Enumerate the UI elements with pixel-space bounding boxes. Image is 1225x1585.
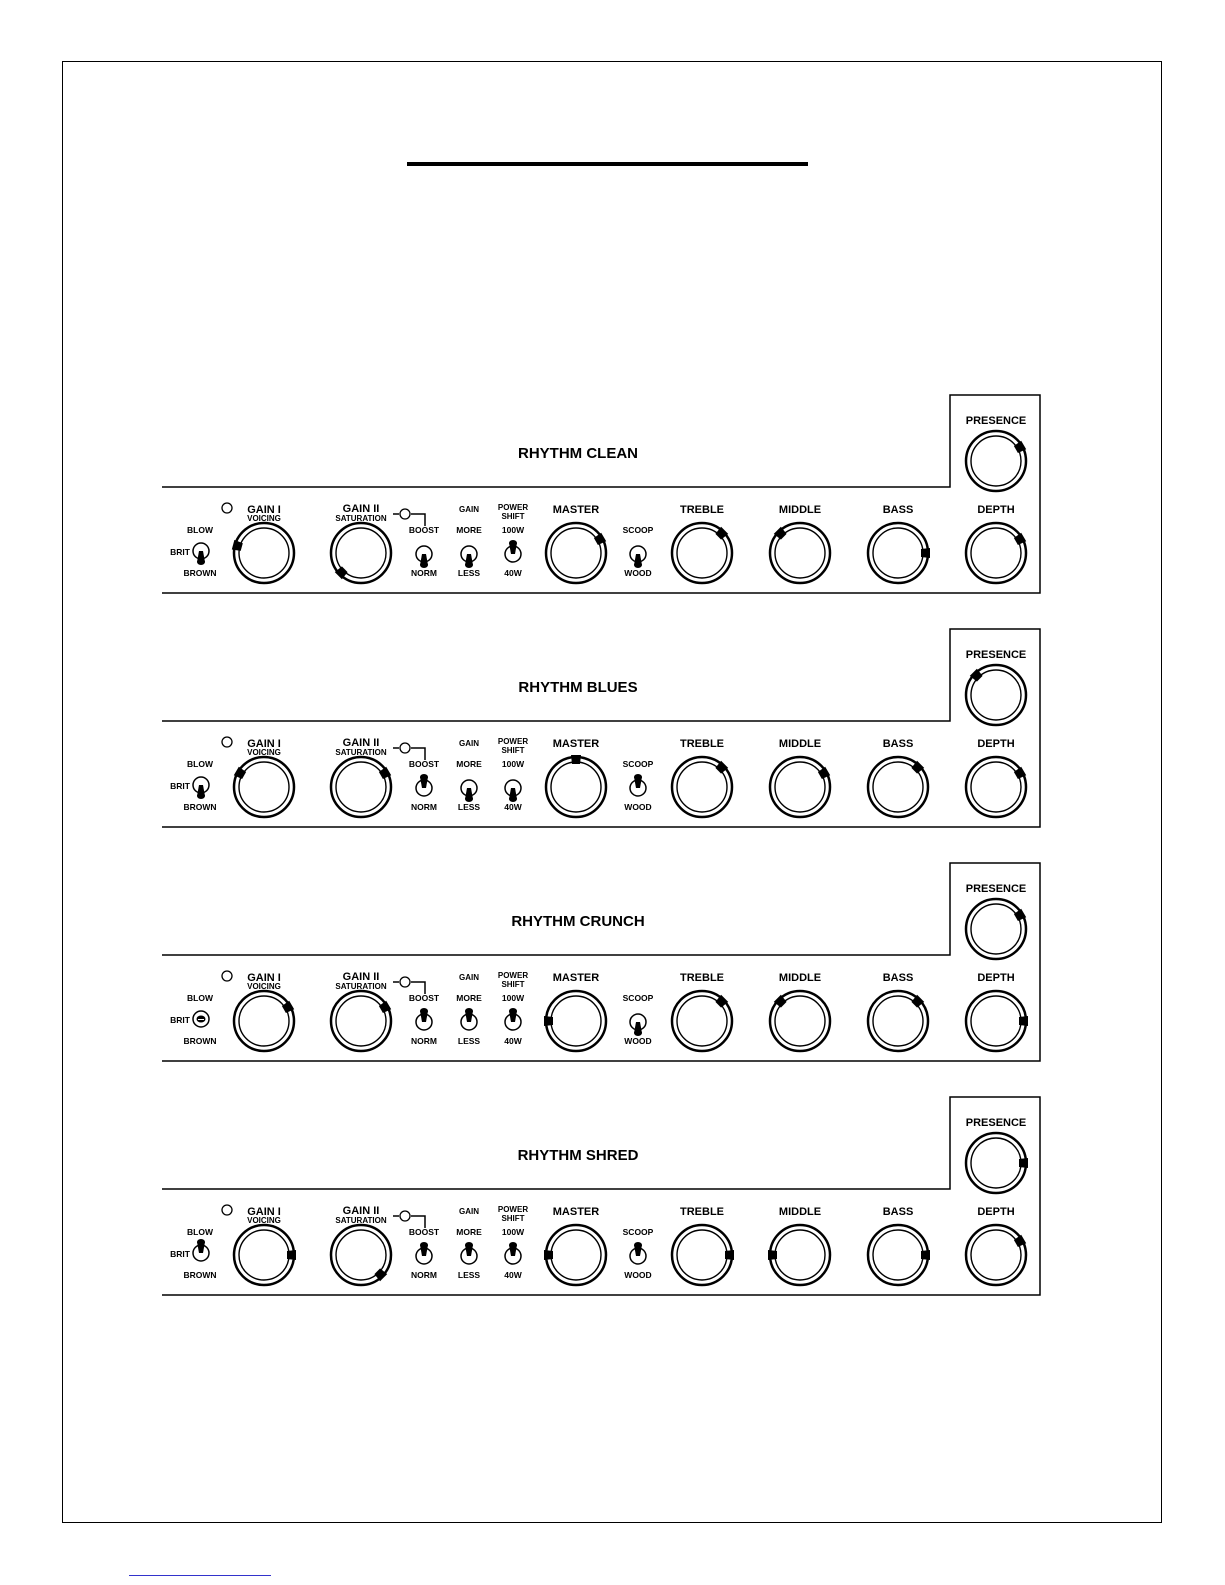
label-power: POWER [497,503,529,512]
label-master: MASTER [552,1206,600,1218]
presence-knob-pointer [1019,1158,1028,1168]
label-depth: DEPTH [977,1206,1015,1218]
label-brown: BROWN [183,802,217,812]
master-knob-ring [546,1225,606,1285]
treble-knob-ring [672,1225,732,1285]
bass-knob[interactable] [868,523,930,583]
label-norm: NORM [411,802,437,812]
label-gain2: GAIN II [342,1205,380,1217]
bass-knob[interactable] [868,1225,930,1285]
gain2-knob[interactable] [331,757,391,817]
scoop-switch[interactable] [630,546,646,568]
label-brit: BRIT [170,547,190,557]
gain2-knob[interactable] [331,991,391,1051]
label-brown: BROWN [183,1036,217,1046]
label-master: MASTER [552,972,600,984]
bass-knob[interactable] [868,757,928,817]
gain1-knob[interactable] [232,523,294,583]
scoop-switch[interactable] [630,774,646,796]
panel-contents [162,1097,1040,1295]
label-less: LESS [457,1270,481,1280]
label-shift: SHIFT [501,746,525,755]
label-power: POWER [497,737,529,746]
label-gain-switch: GAIN [459,505,479,514]
voicing-switch-lever-tip [197,793,205,799]
gain1-knob-ring [234,1225,294,1285]
middle-knob[interactable] [770,523,830,583]
gain1-knob-ring [234,757,294,817]
depth-knob-ring [966,1225,1026,1285]
depth-knob[interactable] [966,523,1026,583]
label-boost: BOOST [408,993,440,1003]
label-scoop: SCOOP [622,1227,654,1237]
label-voicing: VOICING [247,982,281,991]
master-knob-ring [546,523,606,583]
power-switch-lever-tip [509,1242,517,1248]
depth-knob-ring [966,991,1026,1051]
label-depth: DEPTH [977,504,1015,516]
label-gain1: GAIN I [247,738,281,750]
label-blow: BLOW [187,993,213,1003]
led-gain1 [222,737,232,747]
panel-rhythm-blues [160,627,1055,842]
treble-knob[interactable] [672,1225,734,1285]
master-knob-ring [546,991,606,1051]
label-middle: MIDDLE [778,738,822,750]
panel-rhythm-crunch [160,861,1055,1076]
label-brit: BRIT [170,1015,190,1025]
label-bass: BASS [882,738,914,750]
panel-contents [162,863,1040,1061]
presence-knob-ring [966,1133,1026,1193]
scoop-switch-lever-tip [634,562,642,568]
middle-knob-ring [770,757,830,817]
led-gain1 [222,971,232,981]
label-less: LESS [457,1036,481,1046]
master-knob-pointer [544,1250,553,1260]
master-knob[interactable] [544,1225,606,1285]
boost-switch-lever-tip [420,774,428,780]
boost-switch[interactable] [416,1008,432,1030]
label-more: MORE [456,1227,482,1237]
label-power: POWER [497,1205,529,1214]
title-underline [407,162,808,166]
label-shift: SHIFT [501,512,525,521]
voicing-switch-lever-tip [197,1239,205,1245]
panel-contents [162,629,1040,827]
label-bass: BASS [882,1206,914,1218]
middle-knob[interactable] [768,1225,830,1285]
label-voicing: VOICING [247,748,281,757]
led-boost [400,509,410,519]
led-boost [400,1211,410,1221]
panel-contents [162,395,1040,593]
label-40w: 40W [504,1036,522,1046]
gain-switch[interactable] [461,1242,477,1264]
panel-title: RHYTHM CRUNCH [511,913,645,930]
middle-knob[interactable] [770,757,830,817]
label-treble: TREBLE [680,738,724,750]
label-blow: BLOW [187,1227,213,1237]
label-power: POWER [497,971,529,980]
label-boost: BOOST [408,525,440,535]
presence-knob[interactable] [966,431,1026,491]
label-40w: 40W [504,802,522,812]
scoop-switch-lever-tip [634,1242,642,1248]
bass-knob-pointer [921,1250,930,1260]
gain-switch[interactable] [461,780,477,802]
label-gain2: GAIN II [342,503,380,515]
label-gain1: GAIN I [247,504,281,516]
voicing-switch[interactable] [193,777,209,799]
label-presence: PRESENCE [965,883,1027,895]
depth-knob[interactable] [966,757,1026,817]
label-wood: WOOD [624,568,652,578]
gain2-knob[interactable] [331,523,391,583]
label-boost: BOOST [408,1227,440,1237]
middle-knob-ring [770,1225,830,1285]
power-switch[interactable] [505,780,521,802]
depth-knob-ring [966,523,1026,583]
master-knob-pointer [571,755,581,764]
label-more: MORE [456,525,482,535]
bass-knob-ring [868,523,928,583]
label-middle: MIDDLE [778,1206,822,1218]
label-bass: BASS [882,972,914,984]
power-switch-lever-tip [509,1008,517,1014]
gain1-knob-pointer [287,1250,296,1260]
boost-switch[interactable] [416,774,432,796]
label-master: MASTER [552,738,600,750]
label-40w: 40W [504,1270,522,1280]
label-scoop: SCOOP [622,993,654,1003]
voicing-switch[interactable] [193,543,209,565]
label-100w: 100W [501,1227,525,1237]
master-knob-pointer [544,1016,553,1026]
depth-knob[interactable] [966,991,1028,1051]
gain1-knob-ring [234,991,294,1051]
panel-title: RHYTHM CLEAN [518,445,638,462]
label-middle: MIDDLE [778,972,822,984]
label-100w: 100W [501,525,525,535]
label-wood: WOOD [624,802,652,812]
gain2-knob[interactable] [331,1225,391,1285]
label-norm: NORM [411,1036,437,1046]
power-switch[interactable] [505,1242,521,1264]
led-gain1 [222,503,232,513]
power-switch-lever-tip [509,540,517,546]
gain-switch-lever-tip [465,1242,473,1248]
gain-switch-lever-tip [465,796,473,802]
gain1-knob[interactable] [234,757,294,817]
label-presence: PRESENCE [965,415,1027,427]
label-blow: BLOW [187,525,213,535]
bass-knob-ring [868,1225,928,1285]
gain-switch-lever-tip [465,1008,473,1014]
label-voicing: VOICING [247,1216,281,1225]
gain2-knob-ring [331,991,391,1051]
gain-switch[interactable] [461,546,477,568]
gain-switch[interactable] [461,1008,477,1030]
label-gain2: GAIN II [342,737,380,749]
label-gain2: GAIN II [342,971,380,983]
label-presence: PRESENCE [965,649,1027,661]
bass-knob[interactable] [868,991,928,1051]
label-gain-switch: GAIN [459,973,479,982]
panel-rhythm-shred [160,1095,1055,1310]
boost-switch-lever-tip [420,1242,428,1248]
label-brit: BRIT [170,781,190,791]
scoop-switch-lever-tip [634,774,642,780]
voicing-switch[interactable] [193,1239,209,1261]
voicing-switch[interactable] [193,1011,209,1027]
label-scoop: SCOOP [622,759,654,769]
label-treble: TREBLE [680,972,724,984]
label-saturation: SATURATION [335,748,387,757]
master-knob[interactable] [546,755,606,817]
treble-knob[interactable] [672,523,732,583]
label-saturation: SATURATION [335,514,387,523]
gain-switch-lever-tip [465,562,473,568]
panel-rhythm-clean [160,393,1055,608]
scoop-switch[interactable] [630,1014,646,1036]
presence-knob[interactable] [966,899,1026,959]
depth-knob-ring [966,757,1026,817]
label-treble: TREBLE [680,504,724,516]
power-switch[interactable] [505,540,521,562]
label-blow: BLOW [187,759,213,769]
scoop-switch[interactable] [630,1242,646,1264]
label-wood: WOOD [624,1036,652,1046]
treble-knob-pointer [725,1250,734,1260]
label-more: MORE [456,993,482,1003]
led-boost [400,743,410,753]
label-gain1: GAIN I [247,972,281,984]
power-switch[interactable] [505,1008,521,1030]
gain2-knob-ring [331,757,391,817]
label-boost: BOOST [408,759,440,769]
label-40w: 40W [504,568,522,578]
label-brown: BROWN [183,568,217,578]
power-switch-lever-tip [509,796,517,802]
middle-knob[interactable] [770,991,830,1051]
footer-link-underline [129,1575,271,1576]
label-voicing: VOICING [247,514,281,523]
label-norm: NORM [411,1270,437,1280]
treble-knob[interactable] [672,757,732,817]
label-presence: PRESENCE [965,1117,1027,1129]
label-wood: WOOD [624,1270,652,1280]
boost-switch[interactable] [416,546,432,568]
depth-knob-pointer [1019,1016,1028,1026]
label-saturation: SATURATION [335,982,387,991]
label-bass: BASS [882,504,914,516]
boost-switch[interactable] [416,1242,432,1264]
bass-knob-pointer [921,548,930,558]
label-less: LESS [457,568,481,578]
boost-switch-lever-tip [420,562,428,568]
middle-knob-pointer [768,1250,777,1260]
boost-switch-lever-tip [420,1008,428,1014]
presence-knob-ring [966,431,1026,491]
label-shift: SHIFT [501,980,525,989]
label-less: LESS [457,802,481,812]
label-scoop: SCOOP [622,525,654,535]
gain1-knob[interactable] [234,991,294,1051]
master-knob-ring [546,757,606,817]
label-norm: NORM [411,568,437,578]
label-saturation: SATURATION [335,1216,387,1225]
label-100w: 100W [501,993,525,1003]
master-knob[interactable] [546,523,606,583]
presence-knob-ring [966,899,1026,959]
panel-title: RHYTHM BLUES [518,679,638,696]
label-brown: BROWN [183,1270,217,1280]
depth-knob[interactable] [966,1225,1026,1285]
label-brit: BRIT [170,1249,190,1259]
label-gain1: GAIN I [247,1206,281,1218]
label-treble: TREBLE [680,1206,724,1218]
label-middle: MIDDLE [778,504,822,516]
treble-knob[interactable] [672,991,732,1051]
label-100w: 100W [501,759,525,769]
label-master: MASTER [552,504,600,516]
panel-title: RHYTHM SHRED [517,1147,639,1164]
label-depth: DEPTH [977,972,1015,984]
master-knob[interactable] [544,991,606,1051]
presence-knob[interactable] [966,1133,1028,1193]
label-depth: DEPTH [977,738,1015,750]
scoop-switch-lever-tip [634,1030,642,1036]
gain1-knob[interactable] [234,1225,296,1285]
label-shift: SHIFT [501,1214,525,1223]
label-more: MORE [456,759,482,769]
presence-knob[interactable] [966,665,1026,725]
label-gain-switch: GAIN [459,1207,479,1216]
led-boost [400,977,410,987]
gain1-knob-ring [234,523,294,583]
led-gain1 [222,1205,232,1215]
voicing-switch-lever-tip [197,559,205,565]
label-gain-switch: GAIN [459,739,479,748]
